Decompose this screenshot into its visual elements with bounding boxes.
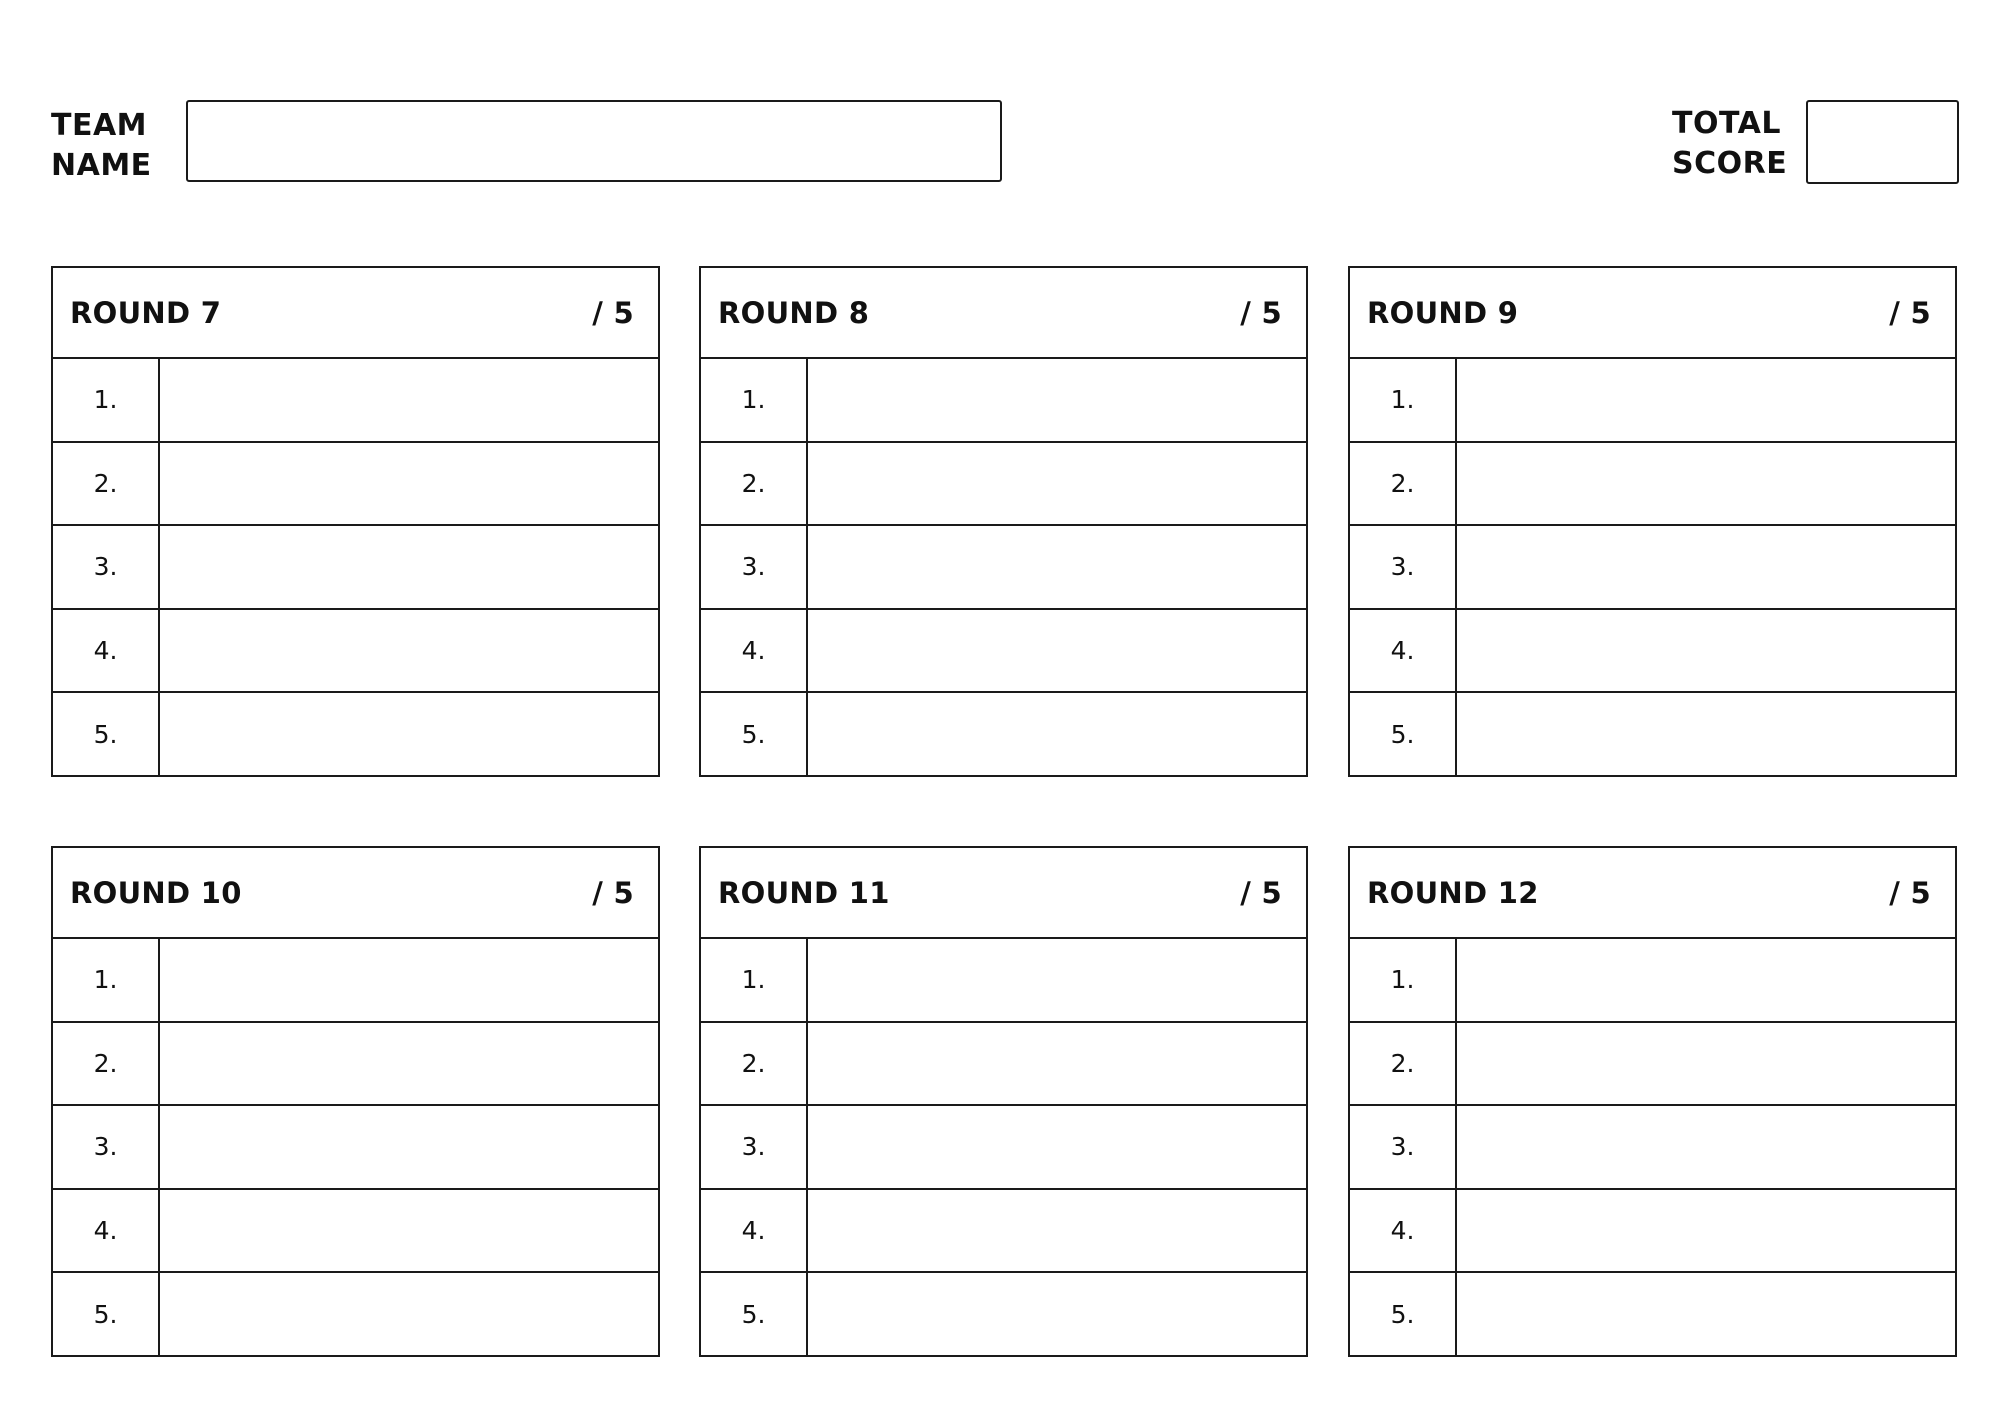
question-number: 2. (701, 443, 808, 525)
round-max-score: / 5 (592, 295, 634, 330)
answer-field[interactable] (1457, 1023, 1955, 1105)
question-number: 4. (701, 610, 808, 692)
question-number: 3. (53, 526, 160, 608)
answer-row (701, 610, 1306, 694)
answer-field[interactable] (160, 1023, 658, 1105)
answer-field[interactable] (160, 939, 658, 1021)
answer-row (53, 1273, 658, 1357)
question-number: 3. (701, 526, 808, 608)
round-header (701, 268, 1306, 359)
round-header (701, 848, 1306, 939)
team-name-label-line2: NAME (51, 148, 152, 183)
answer-field[interactable] (1457, 939, 1955, 1021)
answer-field[interactable] (808, 1023, 1306, 1105)
total-score-label-line1: TOTAL (1672, 106, 1781, 141)
answer-field[interactable] (808, 693, 1306, 777)
question-number: 1. (53, 939, 160, 1021)
total-score-label (1672, 104, 1787, 184)
round-card (51, 266, 660, 777)
round-max-score: / 5 (1240, 875, 1282, 910)
answer-row (1350, 359, 1955, 443)
round-title: ROUND 8 (718, 295, 870, 330)
team-name-label-line1: TEAM (51, 108, 148, 143)
answer-row (1350, 526, 1955, 610)
round-title: ROUND 9 (1367, 295, 1519, 330)
round-header (53, 848, 658, 939)
answer-field[interactable] (160, 359, 658, 441)
question-number: 4. (53, 610, 160, 692)
answer-field[interactable] (160, 693, 658, 777)
answer-field[interactable] (808, 359, 1306, 441)
answer-field[interactable] (1457, 526, 1955, 608)
answer-row (1350, 693, 1955, 777)
answer-row (53, 610, 658, 694)
answer-row (701, 1273, 1306, 1357)
answer-row (701, 526, 1306, 610)
question-number: 2. (701, 1023, 808, 1105)
round-card (699, 266, 1308, 777)
answer-row (1350, 1106, 1955, 1190)
answer-field[interactable] (1457, 443, 1955, 525)
answer-field[interactable] (808, 610, 1306, 692)
question-number: 2. (1350, 1023, 1457, 1105)
question-number: 5. (1350, 693, 1457, 777)
round-card (51, 846, 660, 1357)
answer-row (1350, 1190, 1955, 1274)
question-number: 1. (1350, 359, 1457, 441)
question-number: 1. (701, 939, 808, 1021)
answer-row (53, 1023, 658, 1107)
question-number: 1. (53, 359, 160, 441)
question-number: 3. (53, 1106, 160, 1188)
answer-field[interactable] (808, 1273, 1306, 1357)
answer-field[interactable] (1457, 359, 1955, 441)
question-number: 4. (53, 1190, 160, 1272)
answer-field[interactable] (160, 443, 658, 525)
answer-field[interactable] (1457, 693, 1955, 777)
total-score-label-line2: SCORE (1672, 146, 1788, 181)
question-number: 4. (1350, 1190, 1457, 1272)
answer-field[interactable] (160, 1273, 658, 1357)
round-max-score: / 5 (1240, 295, 1282, 330)
question-number: 2. (1350, 443, 1457, 525)
answer-field[interactable] (808, 939, 1306, 1021)
question-number: 5. (701, 1273, 808, 1357)
answer-row (1350, 610, 1955, 694)
answer-row (701, 693, 1306, 777)
question-number: 3. (1350, 526, 1457, 608)
answer-field[interactable] (1457, 1273, 1955, 1357)
answer-row (701, 1106, 1306, 1190)
question-number: 4. (701, 1190, 808, 1272)
question-number: 1. (701, 359, 808, 441)
round-max-score: / 5 (592, 875, 634, 910)
answer-field[interactable] (808, 1106, 1306, 1188)
round-max-score: / 5 (1889, 295, 1931, 330)
question-number: 3. (1350, 1106, 1457, 1188)
answer-row (1350, 939, 1955, 1023)
answer-row (701, 443, 1306, 527)
question-number: 1. (1350, 939, 1457, 1021)
answer-row (53, 1190, 658, 1274)
question-number: 2. (53, 443, 160, 525)
question-number: 5. (53, 693, 160, 777)
question-number: 5. (1350, 1273, 1457, 1357)
answer-row (701, 359, 1306, 443)
answer-field[interactable] (1457, 1190, 1955, 1272)
question-number: 2. (53, 1023, 160, 1105)
question-number: 5. (701, 693, 808, 777)
round-card (699, 846, 1308, 1357)
round-title: ROUND 10 (70, 875, 242, 910)
round-title: ROUND 11 (718, 875, 890, 910)
round-header (53, 268, 658, 359)
answer-row (1350, 443, 1955, 527)
answer-row (1350, 1273, 1955, 1357)
round-header (1350, 268, 1955, 359)
answer-row (53, 939, 658, 1023)
question-number: 3. (701, 1106, 808, 1188)
answer-row (53, 443, 658, 527)
round-title: ROUND 12 (1367, 875, 1539, 910)
round-card (1348, 846, 1957, 1357)
answer-field[interactable] (160, 1190, 658, 1272)
answer-row (701, 939, 1306, 1023)
answer-field[interactable] (160, 610, 658, 692)
round-card (1348, 266, 1957, 777)
answer-row (53, 359, 658, 443)
answer-field[interactable] (160, 1106, 658, 1188)
answer-field[interactable] (808, 443, 1306, 525)
answer-row (53, 1106, 658, 1190)
answer-field[interactable] (160, 526, 658, 608)
answer-field[interactable] (1457, 1106, 1955, 1188)
answer-row (53, 526, 658, 610)
answer-field[interactable] (808, 526, 1306, 608)
answer-row (53, 693, 658, 777)
round-title: ROUND 7 (70, 295, 222, 330)
team-name-label (51, 106, 152, 186)
round-max-score: / 5 (1889, 875, 1931, 910)
team-name-field[interactable] (186, 100, 1002, 182)
answer-row (1350, 1023, 1955, 1107)
round-header (1350, 848, 1955, 939)
question-number: 4. (1350, 610, 1457, 692)
total-score-field[interactable] (1806, 100, 1959, 184)
question-number: 5. (53, 1273, 160, 1357)
answer-row (701, 1190, 1306, 1274)
answer-row (701, 1023, 1306, 1107)
answer-field[interactable] (1457, 610, 1955, 692)
answer-field[interactable] (808, 1190, 1306, 1272)
